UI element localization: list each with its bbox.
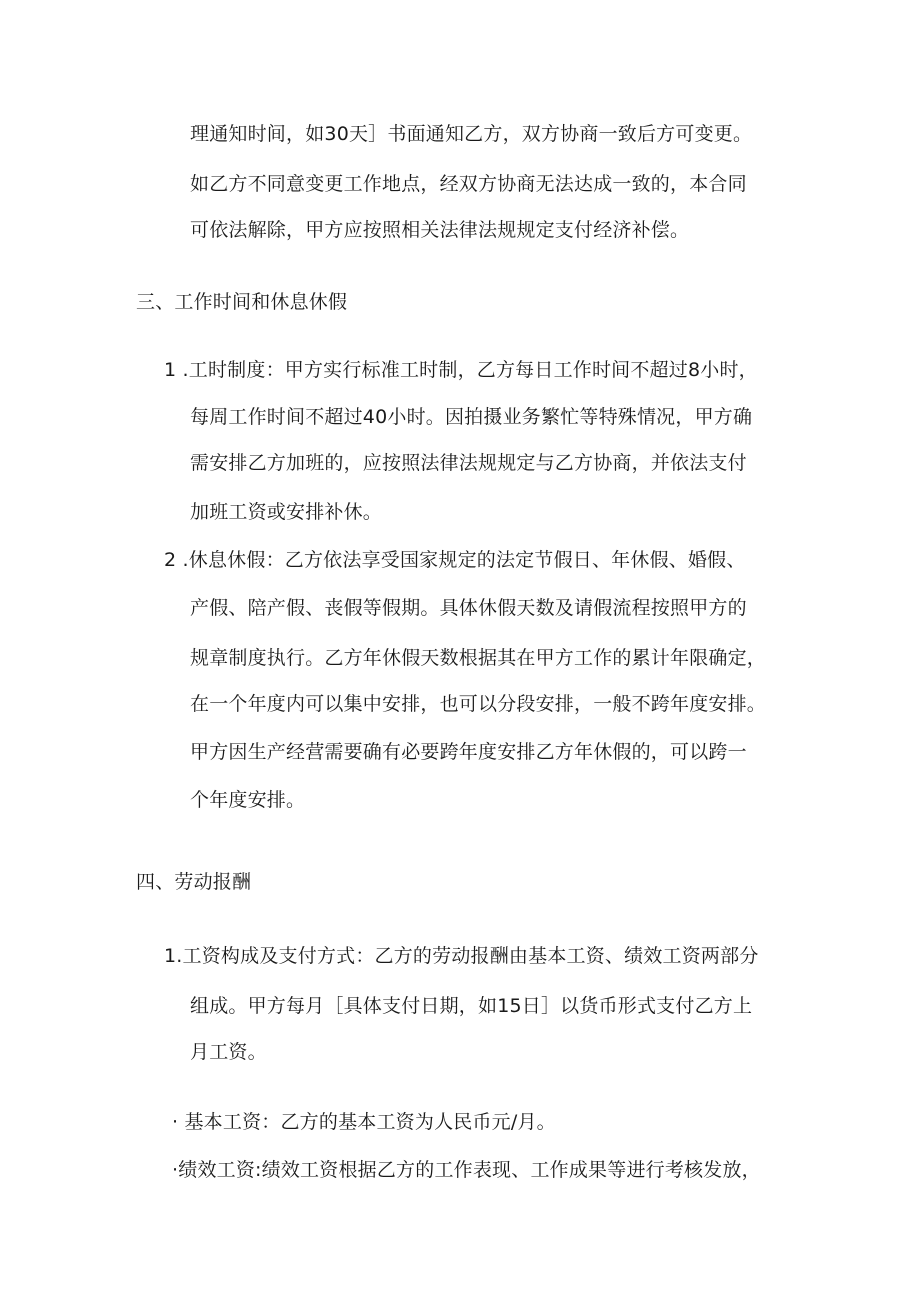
paragraph-line: 理通知时间，如30天］书面通知乙方，双方协商一致后方可变更。 <box>190 123 753 145</box>
list-item-line: 在一个年度内可以集中安排，也可以分段安排，一般不跨年度安排。 <box>190 693 767 715</box>
section-heading: 四、劳动报酬 <box>136 871 252 893</box>
list-item-line: 1 .工时制度：甲方实行标准工时制，乙方每日工作时间不超过8小时， <box>164 359 758 381</box>
list-item-line: 规章制度执行。乙方年休假天数根据其在甲方工作的累计年限确定， <box>190 647 767 669</box>
paragraph-line: 如乙方不同意变更工作地点，经双方协商无法达成一致的，本合同 <box>190 173 747 195</box>
list-item-line: 月工资。 <box>190 1041 267 1063</box>
bullet-item: · 基本工资：乙方的基本工资为人民币元/月。 <box>172 1111 556 1133</box>
list-item-line: 每周工作时间不超过40小时。因拍摄业务繁忙等特殊情况，甲方确 <box>190 406 753 428</box>
list-item-line: 组成。甲方每月［具体支付日期，如15日］以货币形式支付乙方上 <box>190 995 753 1017</box>
list-item-line: 个年度安排。 <box>190 789 306 811</box>
paragraph-line: 可依法解除，甲方应按照相关法律法规规定支付经济补偿。 <box>190 219 690 241</box>
list-item-line: 1.工资构成及支付方式：乙方的劳动报酬由基本工资、绩效工资两部分 <box>164 945 759 967</box>
list-item-line: 甲方因生产经营需要确有必要跨年度安排乙方年休假的，可以跨一 <box>190 741 747 763</box>
list-item-line: 2 .休息休假：乙方依法享受国家规定的法定节假日、年休假、婚假、 <box>164 549 746 571</box>
list-item-line: 加班工资或安排补休。 <box>190 501 383 523</box>
section-heading: 三、工作时间和休息休假 <box>136 291 348 313</box>
bullet-item: ·绩效工资:绩效工资根据乙方的工作表现、工作成果等进行考核发放， <box>172 1159 761 1181</box>
list-item-line: 产假、陪产假、丧假等假期。具体休假天数及请假流程按照甲方的 <box>190 597 747 619</box>
list-item-line: 需安排乙方加班的，应按照法律法规规定与乙方协商，并依法支付 <box>190 452 747 474</box>
